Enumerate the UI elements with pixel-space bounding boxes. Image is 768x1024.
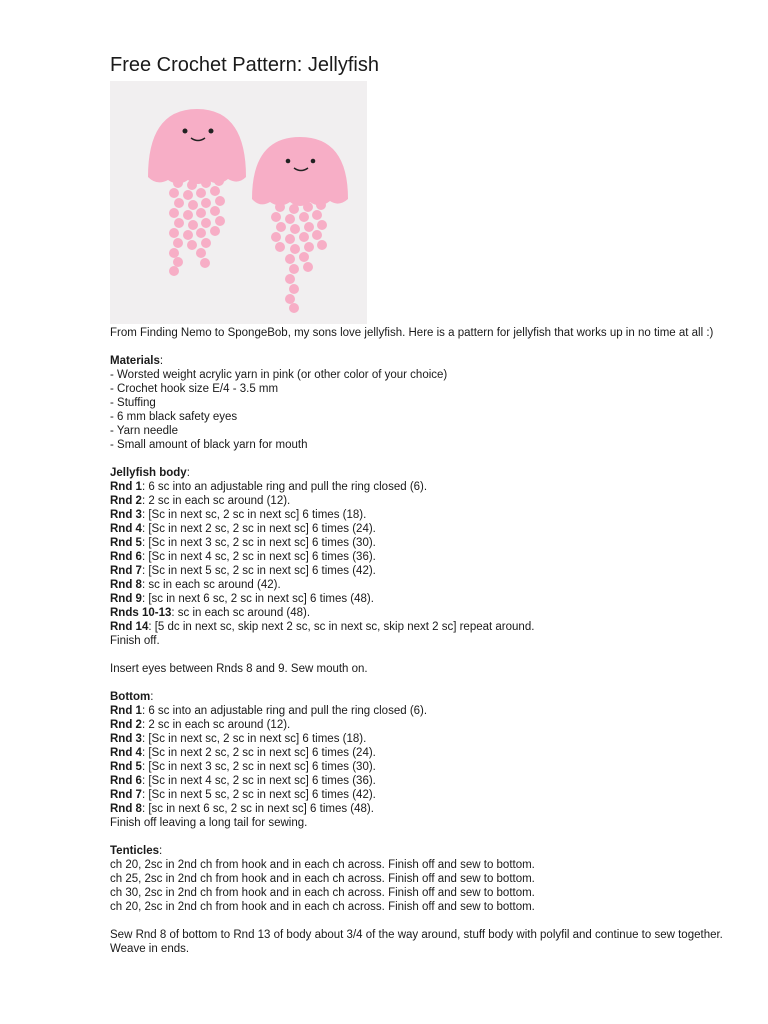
round-row: Rnds 10-13: sc in each sc around (48). [110,607,311,619]
round-row: Rnd 8: [sc in next 6 sc, 2 sc in next sc] 6 times (48). [110,803,374,815]
list-item: - 6 mm black safety eyes [110,411,238,423]
round-row: Rnd 9: [sc in next 6 sc, 2 sc in next sc] 6 times (48). [110,593,374,605]
round-row: Rnd 2: 2 sc in each sc around (12). [110,719,291,731]
round-row: Rnd 5: [Sc in next 3 sc, 2 sc in next sc] 6 times (30). [110,761,376,773]
list-item: ch 20, 2sc in 2nd ch from hook and in each ch across. Finish off and sew to bottom. [110,859,535,871]
eyes-note: Insert eyes between Rnds 8 and 9. Sew mouth on. [110,663,368,675]
round-row: Rnd 8: sc in each sc around (42). [110,579,281,591]
round-row: Rnd 3: [Sc in next sc, 2 sc in next sc] 6 times (18). [110,509,367,521]
list-item: - Worsted weight acrylic yarn in pink (or other color of your choice) [110,369,448,381]
intro-paragraph: From Finding Nemo to SpongeBob, my sons love jellyfish. Here is a pattern for jellyfish that works up in no time at all :) [110,327,714,339]
round-row: Rnd 7: [Sc in next 5 sc, 2 sc in next sc] 6 times (42). [110,789,376,801]
round-row: Rnd 1: 6 sc into an adjustable ring and pull the ring closed (6). [110,705,428,717]
jellyfish-photo [110,81,367,324]
round-row: Rnd 2: 2 sc in each sc around (12). [110,495,291,507]
list-item: - Yarn needle [110,425,178,437]
list-item: ch 25, 2sc in 2nd ch from hook and in each ch across. Finish off and sew to bottom. [110,873,535,885]
list-item: - Crochet hook size E/4 - 3.5 mm [110,383,279,395]
page-title: Free Crochet Pattern: Jellyfish [110,54,379,76]
list-item: - Stuffing [110,397,156,409]
round-row: Rnd 1: 6 sc into an adjustable ring and pull the ring closed (6). [110,481,428,493]
round-row: Rnd 14: [5 dc in next sc, skip next 2 sc, sc in next sc, skip next 2 sc] repeat around. [110,621,535,633]
document-page [110,52,730,956]
bottom-finish: Finish off leaving a long tail for sewing. [110,817,308,829]
body-heading: Jellyfish body: [110,467,190,479]
body-finish: Finish off. [110,635,160,647]
materials-heading: Materials: [110,355,164,367]
round-row: Rnd 4: [Sc in next 2 sc, 2 sc in next sc] 6 times (24). [110,747,376,759]
right-eye-icon [209,129,214,134]
tenticles-heading: Tenticles: [110,845,163,857]
left-eye-icon [183,129,188,134]
round-row: Rnd 7: [Sc in next 5 sc, 2 sc in next sc] 6 times (42). [110,565,376,577]
body-rounds [110,480,730,634]
round-row: Rnd 6: [Sc in next 4 sc, 2 sc in next sc] 6 times (36). [110,775,376,787]
left-eye-icon [286,159,291,164]
right-eye-icon [311,159,316,164]
round-row: Rnd 6: [Sc in next 4 sc, 2 sc in next sc] 6 times (36). [110,551,376,563]
closing-paragraph: Sew Rnd 8 of bottom to Rnd 13 of body about 3/4 of the way around, stuff body with polyfil and continue to sew together. Weave in ends. [110,929,723,955]
tenticles-list [110,858,730,914]
list-item: ch 30, 2sc in 2nd ch from hook and in each ch across. Finish off and sew to bottom. [110,887,535,899]
round-row: Rnd 4: [Sc in next 2 sc, 2 sc in next sc] 6 times (24). [110,523,376,535]
round-row: Rnd 3: [Sc in next sc, 2 sc in next sc] 6 times (18). [110,733,367,745]
list-item: ch 20, 2sc in 2nd ch from hook and in each ch across. Finish off and sew to bottom. [110,901,535,913]
round-row: Rnd 5: [Sc in next 3 sc, 2 sc in next sc] 6 times (30). [110,537,376,549]
materials-list [110,368,730,452]
list-item: - Small amount of black yarn for mouth [110,439,308,451]
bottom-rounds [110,704,730,816]
bottom-heading: Bottom: [110,691,154,703]
